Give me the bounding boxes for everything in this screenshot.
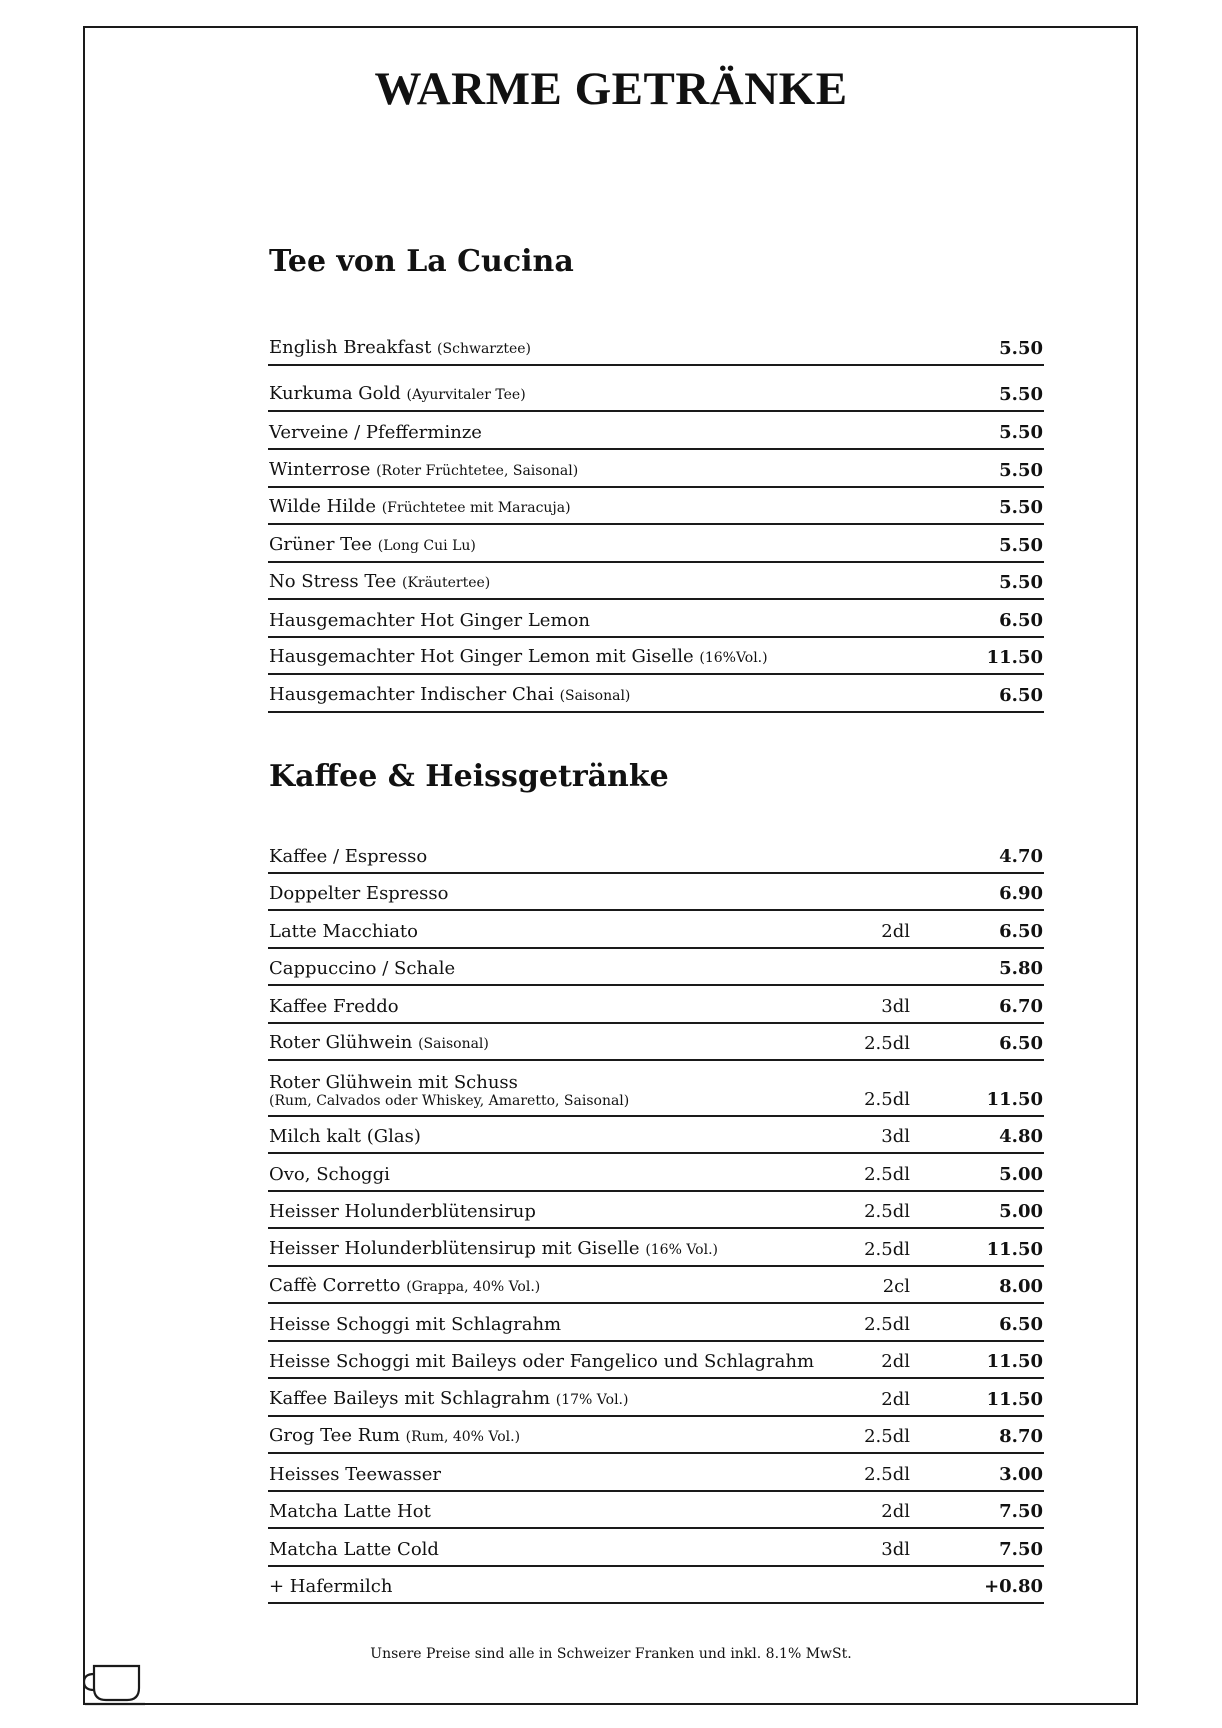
menu-item-row [268, 874, 1044, 911]
item-name [269, 1502, 431, 1522]
item-name-text: Winterrose [269, 459, 371, 480]
item-price: 6.70 [999, 996, 1043, 1017]
item-price: 3.00 [999, 1464, 1043, 1485]
item-quantity: 2dl [881, 1501, 910, 1522]
menu-item-row [268, 1117, 1044, 1154]
item-name-text: Heisses Teewasser [269, 1464, 441, 1485]
item-price: 5.00 [999, 1201, 1043, 1222]
item-name [269, 1577, 392, 1597]
menu-item-row [268, 1454, 1044, 1492]
item-name [269, 647, 768, 668]
item-name-text: Heisse Schoggi mit Baileys oder Fangelico und Schlagrahm [269, 1351, 815, 1372]
item-name [269, 1540, 439, 1560]
section-heading-tea: Tee von La Cucina [269, 244, 574, 279]
item-price: +0.80 [984, 1576, 1043, 1597]
item-name-text: Roter Glühwein [269, 1032, 413, 1053]
item-price: 11.50 [986, 1239, 1043, 1260]
section-heading-coffee: Kaffee & Heissgetränke [269, 759, 669, 794]
item-name-text: Matcha Latte Cold [269, 1539, 439, 1560]
item-name [269, 1389, 628, 1410]
item-quantity: 2dl [881, 1351, 910, 1372]
tea-price-list [268, 328, 1044, 713]
item-price: 5.50 [999, 384, 1043, 405]
item-name-text: Doppelter Espresso [269, 883, 449, 904]
item-name [269, 1033, 489, 1054]
item-name-text: Heisser Holunderblütensirup [269, 1201, 536, 1222]
item-price: 4.80 [999, 1126, 1043, 1147]
price-footnote: Unsere Preise sind alle in Schweizer Franken und inkl. 8.1% MwSt. [370, 1646, 852, 1662]
item-name [269, 685, 630, 706]
item-quantity: 2.5dl [864, 1164, 910, 1185]
item-name-text: Grüner Tee [269, 534, 373, 555]
item-name [269, 572, 490, 593]
item-name [269, 1276, 540, 1297]
item-note: (16% Vol.) [645, 1242, 718, 1258]
item-price: 6.50 [999, 1033, 1043, 1054]
menu-item-row [268, 1061, 1044, 1117]
item-name [269, 997, 399, 1017]
item-price: 6.50 [999, 685, 1043, 706]
item-name [269, 460, 578, 481]
item-price: 5.50 [999, 572, 1043, 593]
coffee-price-list [268, 836, 1044, 1604]
item-note: (Schwarztee) [437, 341, 532, 357]
item-name [269, 884, 448, 904]
menu-item-row [268, 488, 1044, 525]
item-name-text: Latte Macchiato [269, 921, 419, 942]
menu-item-row [268, 412, 1044, 450]
item-name-text: Kurkuma Gold [269, 383, 401, 404]
item-price: 6.50 [999, 921, 1043, 942]
item-note: (16%Vol.) [699, 650, 768, 666]
menu-item-row [268, 1024, 1044, 1061]
item-name [269, 497, 571, 518]
item-note: (Früchtetee mit Maracuja) [381, 500, 571, 516]
item-name [269, 1315, 561, 1335]
menu-item-row [268, 1379, 1044, 1417]
item-note: (Roter Früchtetee, Saisonal) [376, 463, 579, 479]
item-name [269, 384, 526, 405]
item-price: 11.50 [986, 647, 1043, 668]
menu-item-row [268, 675, 1044, 713]
menu-item-row [268, 1267, 1044, 1304]
item-quantity: 2.5dl [864, 1464, 910, 1485]
item-price: 5.00 [999, 1164, 1043, 1185]
menu-item-row [268, 1304, 1044, 1342]
item-name-text: Roter Glühwein mit Schuss [269, 1072, 518, 1093]
menu-item-row [268, 450, 1044, 488]
item-note: (Rum, 40% Vol.) [405, 1429, 521, 1445]
item-quantity: 2.5dl [864, 1033, 910, 1054]
menu-item-row [268, 1529, 1044, 1567]
item-note: (17% Vol.) [555, 1392, 629, 1408]
item-price: 11.50 [986, 1389, 1043, 1410]
menu-item-row [268, 600, 1044, 638]
item-quantity: 2dl [881, 1389, 910, 1410]
item-note: (Kräutertee) [401, 575, 491, 591]
item-name-text: Heisse Schoggi mit Schlagrahm [269, 1314, 562, 1335]
item-note: (Grappa, 40% Vol.) [406, 1279, 541, 1295]
item-name [269, 1352, 814, 1372]
menu-item-row [268, 1154, 1044, 1192]
item-quantity: 2.5dl [864, 1426, 910, 1447]
item-price: 7.50 [999, 1501, 1043, 1522]
item-price: 8.00 [999, 1276, 1043, 1297]
menu-item-row [268, 1567, 1044, 1604]
item-name-text: Grog Tee Rum [269, 1425, 400, 1446]
item-price: 6.50 [999, 610, 1043, 631]
item-name [269, 1426, 520, 1447]
item-name-text: No Stress Tee [269, 571, 397, 592]
item-note: (Saisonal) [559, 688, 631, 704]
item-name-text: Hausgemachter Hot Ginger Lemon [269, 610, 590, 631]
menu-item-row [268, 525, 1044, 563]
menu-item-row [268, 366, 1044, 412]
item-note: (Long Cui Lu) [377, 538, 476, 554]
item-name [269, 1239, 718, 1260]
menu-item-row [268, 836, 1044, 874]
item-name [269, 1165, 390, 1185]
item-name-text: Heisser Holunderblütensirup mit Giselle [269, 1238, 640, 1259]
item-name [269, 1202, 536, 1222]
menu-item-row [268, 949, 1044, 986]
item-quantity: 2.5dl [864, 1201, 910, 1222]
menu-item-row [268, 328, 1044, 366]
item-name [269, 611, 590, 631]
item-name-text: Kaffee Baileys mit Schlagrahm [269, 1388, 551, 1409]
item-quantity: 2.5dl [864, 1239, 910, 1260]
item-note: (Ayurvitaler Tee) [406, 387, 526, 403]
item-name-text: Verveine / Pfefferminze [269, 422, 482, 443]
page-title: WARME GETRÄNKE [374, 63, 848, 115]
menu-item-row [268, 638, 1044, 675]
item-name-text: Wilde Hilde [269, 496, 376, 517]
item-name-text: Cappuccino / Schale [269, 958, 456, 979]
coffee-cup-icon [83, 1660, 147, 1706]
item-name [269, 959, 455, 979]
item-name-text: Hausgemachter Hot Ginger Lemon mit Giselle [269, 646, 694, 667]
menu-item-row [268, 563, 1044, 600]
menu-item-row [268, 1342, 1044, 1379]
item-name-text: Caffè Corretto [269, 1275, 401, 1296]
menu-item-row [268, 986, 1044, 1024]
item-name [269, 1073, 629, 1110]
item-quantity: 2dl [881, 921, 910, 942]
item-price: 5.50 [999, 422, 1043, 443]
item-name-text: Hausgemachter Indischer Chai [269, 684, 554, 705]
item-name-text: Kaffee / Espresso [269, 846, 428, 867]
item-name-text: Matcha Latte Hot [269, 1501, 431, 1522]
item-name-text: Milch kalt (Glas) [269, 1126, 421, 1147]
item-quantity: 3dl [881, 996, 910, 1017]
item-quantity: 3dl [881, 1539, 910, 1560]
item-name-text: Kaffee Freddo [269, 996, 399, 1017]
item-price: 6.90 [999, 883, 1043, 904]
item-quantity: 2cl [882, 1276, 910, 1297]
menu-item-row [268, 1229, 1044, 1267]
item-name [269, 338, 531, 359]
menu-item-row [268, 1417, 1044, 1454]
menu-item-row [268, 1492, 1044, 1529]
menu-item-row [268, 1192, 1044, 1229]
item-quantity: 2.5dl [864, 1314, 910, 1335]
item-quantity: 2.5dl [864, 1089, 910, 1110]
item-quantity: 3dl [881, 1126, 910, 1147]
item-subnote: (Rum, Calvados oder Whiskey, Amaretto, Saisonal) [269, 1093, 630, 1109]
item-price: 5.50 [999, 460, 1043, 481]
menu-item-row [268, 911, 1044, 949]
item-price: 7.50 [999, 1539, 1043, 1560]
item-name-text: Ovo, Schoggi [269, 1164, 390, 1185]
item-name [269, 535, 476, 556]
item-name-text: English Breakfast [269, 337, 432, 358]
item-price: 5.50 [999, 497, 1043, 518]
item-price: 6.50 [999, 1314, 1043, 1335]
item-price: 5.50 [999, 338, 1043, 359]
item-name-text: + Hafermilch [269, 1576, 393, 1597]
item-price: 4.70 [999, 846, 1043, 867]
item-name [269, 922, 418, 942]
item-note: (Saisonal) [418, 1036, 489, 1052]
item-price: 8.70 [999, 1426, 1043, 1447]
item-name [269, 423, 482, 443]
item-name [269, 847, 427, 867]
item-price: 11.50 [986, 1351, 1043, 1372]
item-price: 5.50 [999, 535, 1043, 556]
item-name [269, 1127, 421, 1147]
item-price: 5.80 [999, 958, 1043, 979]
item-name [269, 1465, 441, 1485]
item-price: 11.50 [986, 1089, 1043, 1110]
